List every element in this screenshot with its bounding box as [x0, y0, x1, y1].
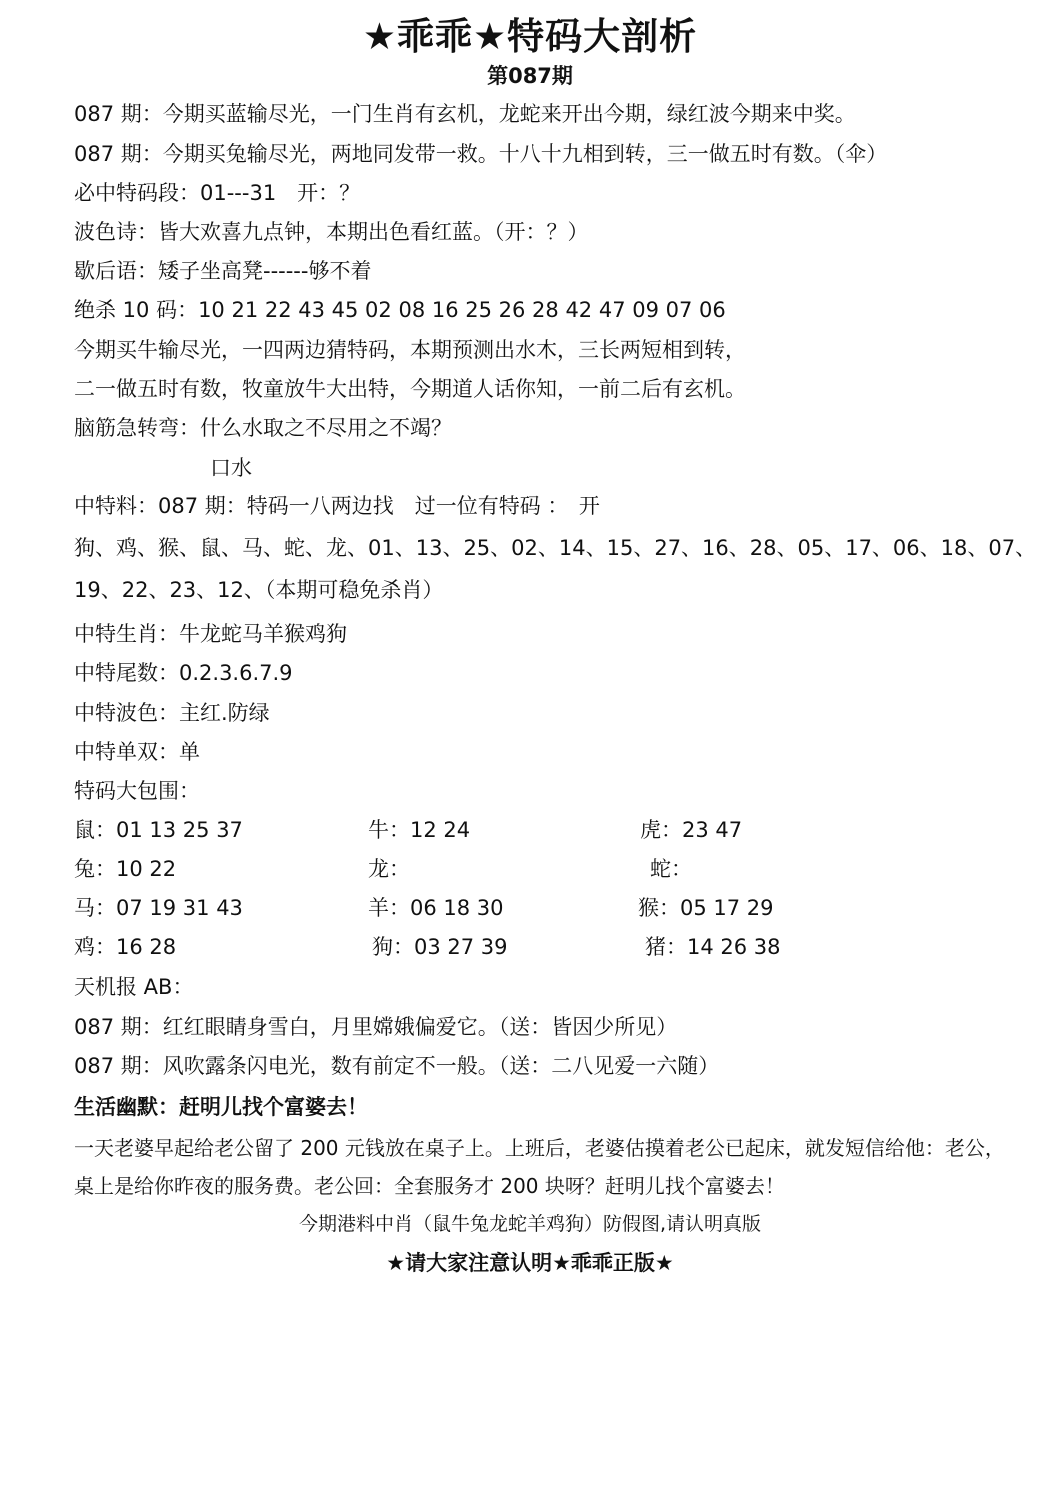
footer-note: 今期港料中肖（鼠牛兔龙蛇羊鸡狗）防假图,请认明真版 — [298, 1213, 762, 1235]
zodiac-cell: 兔：10 22 — [74, 857, 177, 881]
number-list-line: 狗、鸡、猴、鼠、马、蛇、龙、01、13、25、02、14、15、27、16、28、05、17、06、18、07、 — [74, 536, 1037, 560]
zodiac-cell: 马：07 19 31 43 — [74, 896, 243, 920]
prediction-line: 087 期：今期买兔输尽光，两地同发带一救。十八十九相到转，三一做五时有数。（伞） — [74, 142, 888, 166]
issue-number: 第087期 — [487, 64, 573, 88]
zodiac-cell: 龙： — [368, 857, 410, 881]
code-range-line: 必中特码段：01---31 开：？ — [74, 181, 361, 205]
ab-line: 087 期：风吹露条闪电光，数有前定不一般。（送：二八见爱一六随） — [74, 1054, 720, 1078]
page-title: ★乖乖★特码大剖析 — [362, 15, 698, 58]
riddle-question: 脑筋急转弯：什么水取之不尽用之不竭？ — [74, 416, 452, 440]
humor-title: 生活幽默：赶明儿找个富婆去！ — [74, 1095, 368, 1119]
color-poem-line: 波色诗：皆大欢喜九点钟，本期出色看红蓝。（开：？） — [74, 220, 589, 244]
humor-text: 桌上是给你昨夜的服务费。老公回：全套服务才 200 块呀？赶明儿找个富婆去！ — [74, 1174, 785, 1198]
zodiac-pick-line: 中特生肖：牛龙蛇马羊猴鸡狗 — [74, 622, 347, 646]
ab-line: 087 期：红红眼睛身雪白，月里嫦娥偏爱它。（送：皆因少所见） — [74, 1015, 678, 1039]
zodiac-cell: 羊：06 18 30 — [368, 896, 504, 920]
wave-color-line: 中特波色：主红.防绿 — [74, 701, 270, 725]
kill-codes-line: 绝杀 10 码：10 21 22 43 45 02 08 16 25 26 28 42 47 09 07 06 — [74, 298, 726, 322]
poem-line: 二一做五时有数，牧童放牛大出特，今期道人话你知，一前二后有玄机。 — [74, 377, 746, 401]
zodiac-cell: 牛：12 24 — [368, 818, 471, 842]
tianji-label: 天机报 AB： — [74, 975, 194, 999]
zodiac-cell: 鸡：16 28 — [74, 935, 177, 959]
number-list-line: 19、22、23、12、（本期可稳免杀肖） — [74, 578, 444, 602]
prediction-line: 087 期：今期买蓝输尽光，一门生肖有玄机，龙蛇来开出今期，绿红波今期来中奖。 — [74, 102, 856, 126]
riddle-answer: 口水 — [210, 456, 252, 480]
zodiac-cell: 狗：03 27 39 — [372, 935, 508, 959]
footer-brand: ★请大家注意认明★乖乖正版★ — [386, 1251, 674, 1275]
idiom-line: 歇后语：矮子坐高凳------够不着 — [74, 259, 372, 283]
special-material-line: 中特料：087 期：特码一八两边找 过一位有特码 ： 开 — [74, 494, 600, 518]
zodiac-cell: 鼠：01 13 25 37 — [74, 818, 243, 842]
tail-number-line: 中特尾数：0.2.3.6.7.9 — [74, 661, 293, 685]
humor-text: 一天老婆早起给老公留了 200 元钱放在桌子上。上班后，老婆估摸着老公已起床，就发短信给他：老公， — [74, 1136, 1005, 1160]
zodiac-cell: 蛇： — [650, 857, 692, 881]
odd-even-line: 中特单双：单 — [74, 740, 200, 764]
zodiac-cell: 虎：23 47 — [640, 818, 743, 842]
zodiac-cell: 猪：14 26 38 — [645, 935, 781, 959]
poem-line: 今期买牛输尽光，一四两边猜特码，本期预测出水木，三长两短相到转， — [74, 338, 746, 362]
encirclement-heading: 特码大包围： — [74, 779, 200, 803]
zodiac-cell: 猴：05 17 29 — [638, 896, 774, 920]
